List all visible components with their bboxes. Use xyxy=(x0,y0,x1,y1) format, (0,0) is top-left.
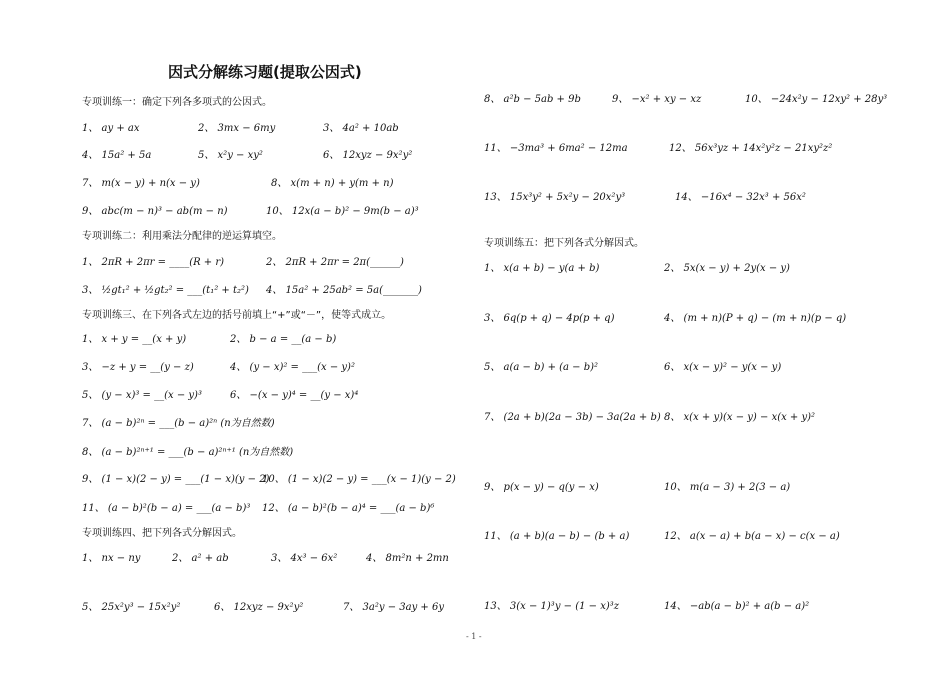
problem: 10、 12x(a − b)² − 9m(b − a)³ xyxy=(266,206,419,217)
problem: 4、 15a² + 5a xyxy=(82,150,152,161)
problem: 9、 p(x − y) − q(y − x) xyxy=(484,482,599,493)
problem: 7、 (a − b)²ⁿ = ___(b − a)²ⁿ (n为自然数) xyxy=(82,418,275,429)
problem: 5、 a(a − b) + (a − b)² xyxy=(484,362,599,373)
problem: 12、 56x³yz + 14x²y²z − 21xy²z² xyxy=(669,143,833,154)
problem: 4、 (m + n)(P + q) − (m + n)(p − q) xyxy=(664,313,847,324)
problem: 1、 x(a + b) − y(a + b) xyxy=(484,263,600,274)
problem: 9、 −x² + xy − xz xyxy=(612,94,702,105)
problem: 9、 (1 − x)(2 − y) = ___(1 − x)(y − 2) xyxy=(82,474,270,485)
problem: 5、 x²y − xy² xyxy=(198,150,263,161)
page-title: 因式分解练习题(提取公因式) xyxy=(168,63,362,81)
problem: 11、 −3ma³ + 6ma² − 12ma xyxy=(484,143,628,154)
problem: 5、 (y − x)³ = __(x − y)³ xyxy=(82,390,202,401)
problem: 10、 m(a − 3) + 2(3 − a) xyxy=(664,482,791,493)
problem: 6、 12xyz − 9x²y² xyxy=(323,150,413,161)
problem: 2、 a² + ab xyxy=(172,553,229,564)
problem: 14、 −16x⁴ − 32x³ + 56x² xyxy=(675,192,806,203)
problem: 7、 3a²y − 3ay + 6y xyxy=(343,602,444,613)
problem: 10、 (1 − x)(2 − y) = ___(x − 1)(y − 2) xyxy=(262,474,456,485)
problem: 3、 4a² + 10ab xyxy=(323,123,399,134)
problem: 11、 (a − b)²(b − a) = ___(a − b)³ xyxy=(82,503,251,514)
problem: 8、 x(x + y)(x − y) − x(x + y)² xyxy=(664,412,816,423)
problem: 12、 (a − b)²(b − a)⁴ = ___(a − b)⁶ xyxy=(262,503,435,514)
problem: 2、 5x(x − y) + 2y(x − y) xyxy=(664,263,790,274)
problem: 2、 3mx − 6my xyxy=(198,123,276,134)
section-heading-1: 专项训练一：确定下列各多项式的公因式。 xyxy=(82,97,272,108)
section-heading-4: 专项训练四、把下列各式分解因式。 xyxy=(82,528,242,539)
problem: 1、 x + y = __(x + y) xyxy=(82,334,187,345)
problem: 10、 −24x²y − 12xy² + 28y³ xyxy=(745,94,888,105)
problem: 12、 a(x − a) + b(a − x) − c(x − a) xyxy=(664,531,840,542)
problem: 4、 15a² + 25ab² = 5a(_______) xyxy=(266,285,422,296)
problem: 7、 (2a + b)(2a − 3b) − 3a(2a + b) xyxy=(484,412,661,423)
problem: 1、 2πR + 2πr = ____(R + r) xyxy=(82,257,225,268)
problem: 3、 ½gt₁² + ½gt₂² = ___(t₁² + t₂²) xyxy=(82,285,249,296)
problem: 6、 12xyz − 9x²y² xyxy=(214,602,304,613)
problem: 8、 (a − b)²ⁿ⁺¹ = ___(b − a)²ⁿ⁺¹ (n为自然数) xyxy=(82,447,294,458)
problem: 3、 −z + y = __(y − z) xyxy=(82,362,194,373)
problem: 14、 −ab(a − b)² + a(b − a)² xyxy=(664,601,810,612)
problem: 1、 nx − ny xyxy=(82,553,141,564)
problem: 13、 15x³y² + 5x²y − 20x²y³ xyxy=(484,192,626,203)
section-heading-3: 专项训练三、在下列各式左边的括号前填上“+”或“－”，使等式成立。 xyxy=(82,310,392,321)
problem: 2、 2πR + 2πr = 2π(______) xyxy=(266,257,404,268)
problem: 13、 3(x − 1)³y − (1 − x)³z xyxy=(484,601,620,612)
problem: 4、 (y − x)² = ___(x − y)² xyxy=(230,362,355,373)
section-heading-2: 专项训练二：利用乘法分配律的逆运算填空。 xyxy=(82,231,282,242)
section-heading-5: 专项训练五：把下列各式分解因式。 xyxy=(484,238,644,249)
problem: 7、 m(x − y) + n(x − y) xyxy=(82,178,200,189)
problem: 8、 x(m + n) + y(m + n) xyxy=(271,178,394,189)
problem: 8、 a²b − 5ab + 9b xyxy=(484,94,581,105)
problem: 6、 −(x − y)⁴ = __(y − x)⁴ xyxy=(230,390,359,401)
problem: 1、 ay + ax xyxy=(82,123,140,134)
problem: 3、 6q(p + q) − 4p(p + q) xyxy=(484,313,615,324)
problem: 3、 4x³ − 6x² xyxy=(271,553,338,564)
problem: 6、 x(x − y)² − y(x − y) xyxy=(664,362,782,373)
problem: 11、 (a + b)(a − b) − (b + a) xyxy=(484,531,630,542)
page-number: - 1 - xyxy=(466,632,482,641)
problem: 5、 25x²y³ − 15x²y² xyxy=(82,602,181,613)
problem: 4、 8m²n + 2mn xyxy=(366,553,449,564)
problem: 9、 abc(m − n)³ − ab(m − n) xyxy=(82,206,228,217)
problem: 2、 b − a = __(a − b) xyxy=(230,334,337,345)
